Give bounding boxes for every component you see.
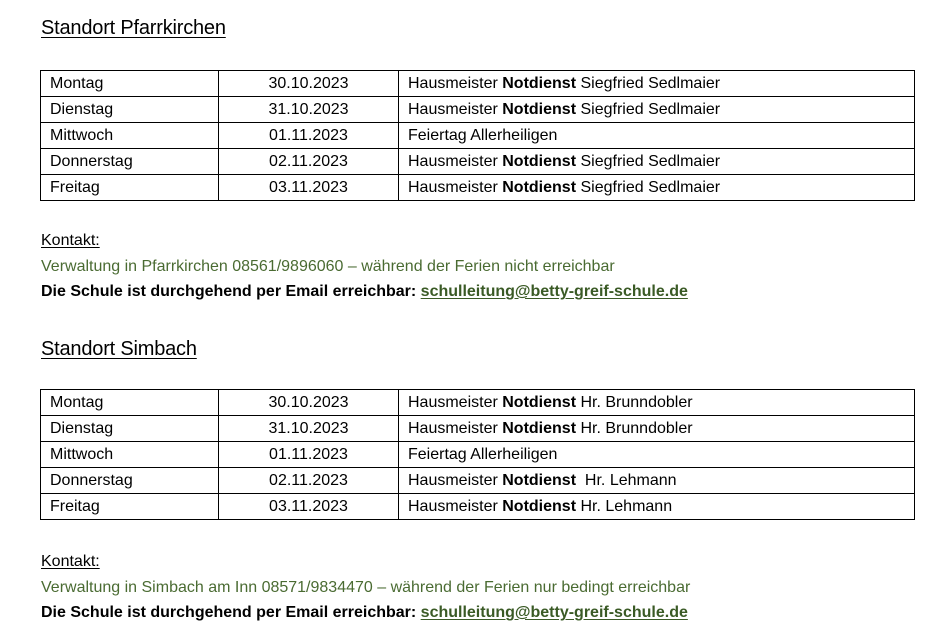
schedule-table-simbach <box>40 389 915 520</box>
note-cell <box>399 416 915 442</box>
date-cell: 30.10.2023 <box>219 71 399 97</box>
note-cell <box>399 123 915 149</box>
note-person: Siegfried Sedlmaier <box>576 101 721 118</box>
email-link[interactable]: schulleitung@betty-greif-schule.de <box>420 604 688 621</box>
date-cell: 31.10.2023 <box>219 97 399 123</box>
day-cell: Montag <box>41 71 219 97</box>
date-cell: 01.11.2023 <box>219 123 399 149</box>
table-row <box>41 175 915 201</box>
section-title-simbach: Standort Simbach <box>41 338 197 360</box>
note-text: Feiertag Allerheiligen <box>408 127 558 144</box>
note-text: Hausmeister <box>408 153 503 170</box>
contact-admin-info: Verwaltung in Pfarrkirchen 08561/9896060 – während der Ferien nicht erreichbar <box>41 257 615 275</box>
note-person: Siegfried Sedlmaier <box>576 179 721 196</box>
day-cell: Montag <box>41 390 219 416</box>
date-cell: 03.11.2023 <box>219 494 399 520</box>
table-row <box>41 442 915 468</box>
table-row <box>41 468 915 494</box>
table-row <box>41 71 915 97</box>
note-text: Hausmeister <box>408 420 503 437</box>
note-cell <box>399 71 915 97</box>
contact-block-simbach <box>41 549 690 626</box>
note-text: Hausmeister <box>408 75 503 92</box>
day-cell: Dienstag <box>41 97 219 123</box>
email-link[interactable]: schulleitung@betty-greif-schule.de <box>420 283 688 300</box>
note-text: Feiertag Allerheiligen <box>408 446 558 463</box>
table-row <box>41 97 915 123</box>
date-cell: 30.10.2023 <box>219 390 399 416</box>
note-text: Hausmeister <box>408 179 503 196</box>
date-cell: 02.11.2023 <box>219 149 399 175</box>
note-cell <box>399 97 915 123</box>
note-keyword: Notdienst <box>502 498 577 515</box>
note-person: Hr. Lehmann <box>576 472 677 489</box>
contact-email-line <box>41 279 688 305</box>
schedule-table-pfarrkirchen <box>40 70 915 201</box>
note-text: Hausmeister <box>408 498 503 515</box>
contact-admin-info: Verwaltung in Simbach am Inn 08571/9834470 – während der Ferien nur bedingt erreichbar <box>41 578 691 596</box>
note-person: Hr. Brunndobler <box>576 420 693 437</box>
note-keyword: Notdienst <box>502 472 577 489</box>
day-cell: Donnerstag <box>41 149 219 175</box>
date-cell: 03.11.2023 <box>219 175 399 201</box>
date-cell: 31.10.2023 <box>219 416 399 442</box>
date-cell: 01.11.2023 <box>219 442 399 468</box>
contact-block-pfarrkirchen <box>41 228 688 305</box>
contact-label: Kontakt: <box>41 232 100 249</box>
note-keyword: Notdienst <box>502 153 577 170</box>
day-cell: Freitag <box>41 494 219 520</box>
contact-email-line <box>41 600 690 626</box>
note-text: Hausmeister <box>408 472 503 489</box>
note-keyword: Notdienst <box>502 179 577 196</box>
note-cell <box>399 175 915 201</box>
day-cell: Mittwoch <box>41 123 219 149</box>
table-row <box>41 123 915 149</box>
table-row <box>41 416 915 442</box>
day-cell: Donnerstag <box>41 468 219 494</box>
note-keyword: Notdienst <box>502 75 577 92</box>
note-keyword: Notdienst <box>502 101 577 118</box>
note-text: Hausmeister <box>408 101 503 118</box>
note-cell <box>399 494 915 520</box>
note-text: Hausmeister <box>408 394 503 411</box>
note-cell <box>399 442 915 468</box>
note-cell <box>399 149 915 175</box>
contact-email-prefix: Die Schule ist durchgehend per Email erreichbar: <box>41 604 421 621</box>
date-cell: 02.11.2023 <box>219 468 399 494</box>
note-person: Hr. Brunndobler <box>576 394 693 411</box>
note-person: Siegfried Sedlmaier <box>576 153 721 170</box>
contact-label: Kontakt: <box>41 553 100 570</box>
day-cell: Freitag <box>41 175 219 201</box>
note-keyword: Notdienst <box>502 394 577 411</box>
note-cell <box>399 468 915 494</box>
note-person: Siegfried Sedlmaier <box>576 75 721 92</box>
table-row <box>41 149 915 175</box>
note-person: Hr. Lehmann <box>576 498 673 515</box>
note-cell <box>399 390 915 416</box>
day-cell: Mittwoch <box>41 442 219 468</box>
day-cell: Dienstag <box>41 416 219 442</box>
table-row <box>41 390 915 416</box>
contact-email-prefix: Die Schule ist durchgehend per Email erreichbar: <box>41 283 421 300</box>
note-keyword: Notdienst <box>502 420 577 437</box>
table-row <box>41 494 915 520</box>
section-title-pfarrkirchen: Standort Pfarrkirchen <box>41 17 226 39</box>
